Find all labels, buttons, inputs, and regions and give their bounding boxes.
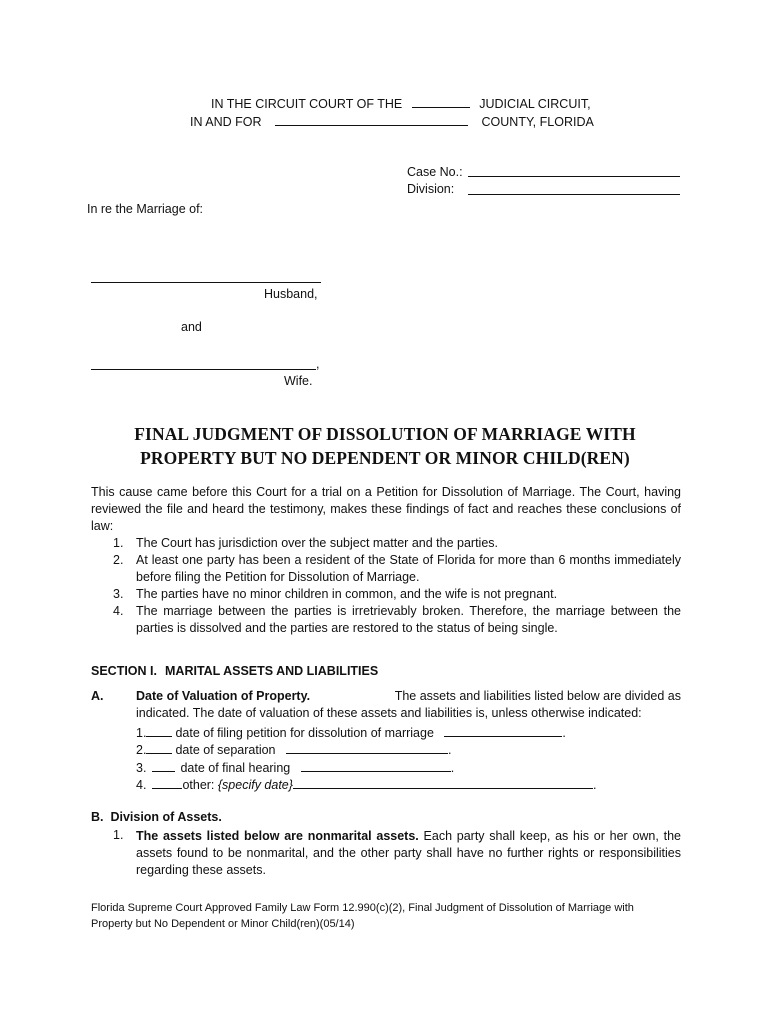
finding-item	[91, 535, 681, 552]
findings-list	[91, 535, 681, 637]
division-field[interactable]	[468, 194, 680, 195]
finding-item	[91, 603, 681, 637]
option-2-check-blank[interactable]	[146, 741, 172, 754]
finding-text: The parties have no minor children in common, and the wife is not pregnant.	[136, 587, 558, 601]
finding-text: The Court has jurisdiction over the subject matter and the parties.	[136, 536, 498, 550]
county-blank[interactable]	[275, 113, 468, 126]
caption-in-and-for-label: IN AND FOR	[190, 115, 262, 129]
judicial-circuit-blank[interactable]	[412, 95, 470, 108]
item-b1-number: 1.	[113, 828, 124, 842]
valuation-heading: Date of Valuation of Property.	[136, 689, 311, 703]
and-text: and	[181, 320, 202, 334]
case-no-label: Case No.:	[407, 165, 463, 179]
option-number: 3.	[136, 761, 147, 775]
case-no-field[interactable]	[468, 176, 680, 177]
valuation-option-3	[136, 759, 454, 775]
finding-number: 2.	[113, 553, 124, 567]
section-heading-number: SECTION I.	[91, 664, 157, 678]
period: .	[592, 778, 597, 792]
nonmarital-heading: The assets listed below are nonmarital assets.	[136, 829, 419, 843]
finding-text: The marriage between the parties is irretrievably broken. Therefore, the marriage between the parties is dissolved and the parties are restored to the status of being single.	[136, 604, 681, 635]
valuation-text-2: indicated. The date of valuation of these assets and liabilities is, unless otherwise indicated:	[136, 706, 642, 720]
option-text: other:	[182, 778, 218, 792]
period: .	[450, 761, 455, 775]
finding-item	[91, 586, 681, 603]
form-title-line-1: FINAL JUDGMENT OF DISSOLUTION OF MARRIAGE WITH	[134, 424, 636, 444]
filing-date-field[interactable]	[444, 724, 562, 737]
wife-label: Wife.	[284, 374, 313, 388]
valuation-option-4	[136, 776, 596, 792]
item-b1-paragraph	[136, 828, 681, 879]
husband-name-field[interactable]	[91, 282, 321, 283]
footer-line-1: Florida Supreme Court Approved Family Law Form 12.990(c)(2), Final Judgment of Dissolution of Marriage with	[91, 902, 634, 914]
option-4-check-blank[interactable]	[152, 776, 182, 789]
finding-number: 1.	[113, 536, 124, 550]
intro-paragraph: This cause came before this Court for a trial on a Petition for Dissolution of Marriage. The Court, having reviewed the file and heard the testimony, makes these findings of fact and reaches these conclusions of law:	[91, 485, 681, 533]
option-number: 4.	[136, 778, 147, 792]
other-date-field[interactable]	[293, 776, 593, 789]
finding-item	[91, 552, 681, 586]
finding-number: 4.	[113, 604, 124, 618]
in-re-label: In re the Marriage of:	[87, 202, 204, 216]
caption-line-1	[211, 95, 591, 111]
option-text: date of final hearing	[180, 761, 291, 775]
footer-line-2: Property but No Dependent or Minor Child(ren)(05/14)	[91, 918, 355, 930]
caption-circuit-label: JUDICIAL CIRCUIT,	[479, 97, 591, 111]
form-title-line-2: PROPERTY BUT NO DEPENDENT OR MINOR CHILD(REN)	[140, 448, 630, 468]
option-3-check-blank[interactable]	[152, 759, 175, 772]
nonmarital-text: Each party shall keep, as his or her own, the assets found to be nonmarital, and the other party shall have no further rights or responsibilities regarding these assets.	[136, 829, 681, 877]
final-hearing-date-field[interactable]	[301, 759, 451, 772]
specify-date-hint: {specify date}	[217, 778, 293, 792]
option-text: date of filing petition for dissolution of marriage	[175, 726, 434, 740]
item-b-heading: B. Division of Assets.	[91, 810, 222, 824]
option-text: date of separation	[175, 743, 276, 757]
husband-label: Husband,	[264, 287, 318, 301]
period: .	[448, 743, 452, 757]
option-number: 1.	[136, 726, 147, 740]
wife-comma: ,	[316, 357, 320, 371]
separation-date-field[interactable]	[286, 741, 448, 754]
caption-line-2	[190, 113, 594, 129]
section-heading-text: MARITAL ASSETS AND LIABILITIES	[165, 664, 379, 678]
wife-name-field[interactable]	[91, 369, 316, 370]
caption-county-label: COUNTY, FLORIDA	[481, 115, 594, 129]
valuation-option-2	[136, 741, 451, 757]
finding-number: 3.	[113, 587, 124, 601]
finding-text: At least one party has been a resident of the State of Florida for more than 6 months immediately before filing the Petition for Dissolution of Marriage.	[136, 553, 681, 584]
caption-court-label: IN THE CIRCUIT COURT OF THE	[211, 97, 403, 111]
division-label: Division:	[407, 182, 455, 196]
period: .	[562, 726, 566, 740]
valuation-option-1	[136, 724, 566, 740]
item-a-line-1	[136, 689, 681, 703]
valuation-text-1: The assets and liabilities listed below are divided as	[394, 689, 681, 703]
option-number: 2.	[136, 743, 147, 757]
option-1-check-blank[interactable]	[146, 724, 172, 737]
item-a-label: A.	[91, 689, 104, 703]
